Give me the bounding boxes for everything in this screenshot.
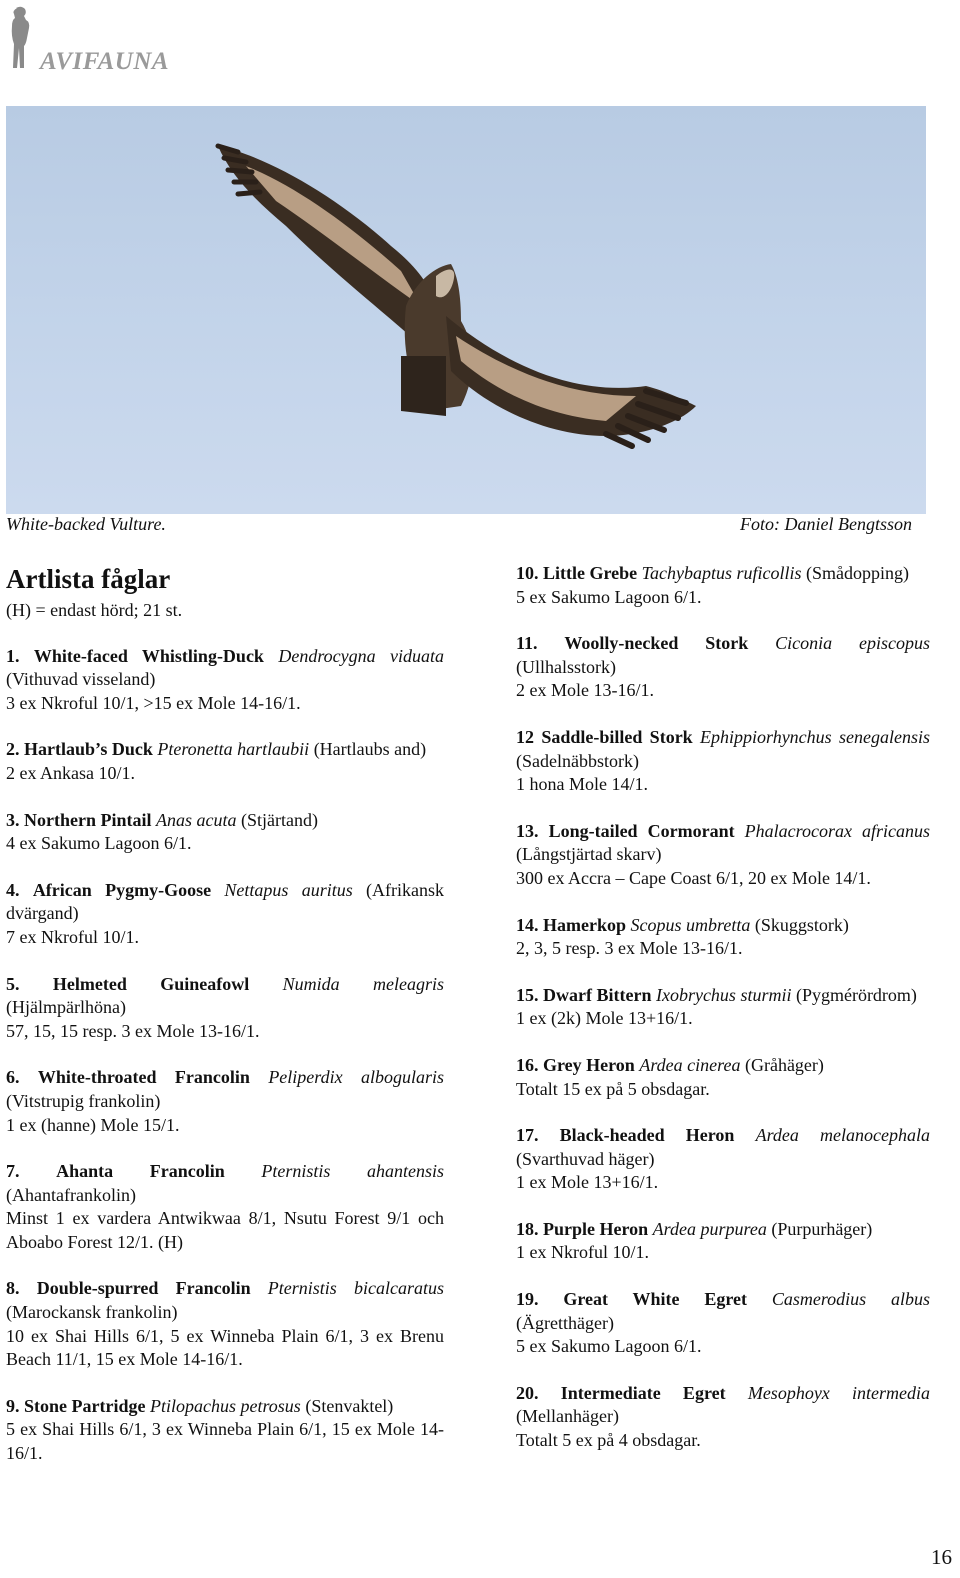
species-name: Saddle-billed Stork <box>541 726 693 747</box>
species-local: (Skuggstork) <box>754 914 849 935</box>
species-latin: Nettapus auritus <box>224 879 353 900</box>
list-item <box>6 973 444 1044</box>
page-number: 16 <box>931 1545 952 1569</box>
list-item <box>516 1218 930 1265</box>
species-local: (Svarthuvad häger) <box>516 1148 655 1169</box>
list-item <box>516 726 930 797</box>
species-obs: 1 ex Mole 13+16/1. <box>516 1172 659 1193</box>
species-obs: 4 ex Sakumo Lagoon 6/1. <box>6 833 192 854</box>
species-name: White-faced Whistling-Duck <box>33 645 264 666</box>
species-latin: Tachybaptus ruficollis <box>641 563 802 583</box>
species-number: 18. <box>516 1218 539 1239</box>
species-local: (Ullhalsstork) <box>516 656 616 677</box>
species-name: Dwarf Bittern <box>543 984 652 1005</box>
species-list-left <box>6 562 444 1489</box>
list-item <box>516 914 930 961</box>
species-number: 2. <box>6 739 20 760</box>
species-latin: Phalacrocorax africanus <box>744 820 931 841</box>
species-local: (Smådopping) <box>806 563 909 583</box>
species-number: 9. <box>6 1395 20 1416</box>
species-obs: 10 ex Shai Hills 6/1, 5 ex Winneba Plain 6/1, 3 ex Brenu Beach 11/1, 15 ex Mole 14-16/1. <box>6 1325 444 1370</box>
list-item <box>516 562 930 609</box>
species-latin: Anas acuta <box>156 809 237 830</box>
species-obs: 1 ex Nkroful 10/1. <box>516 1242 649 1263</box>
species-obs: 1 hona Mole 14/1. <box>516 774 648 795</box>
species-obs: Totalt 5 ex på 4 obsdagar. <box>516 1430 701 1451</box>
species-obs: 5 ex Sakumo Lagoon 6/1. <box>516 586 702 607</box>
species-list-right <box>516 562 930 1476</box>
species-local: (Purpurhäger) <box>771 1218 873 1239</box>
species-number: 1. <box>6 645 20 666</box>
species-obs: 5 ex Shai Hills 6/1, 3 ex Winneba Plain 6/1, 15 ex Mole 14-16/1. <box>6 1419 444 1464</box>
vulture-illustration <box>6 106 926 514</box>
species-number: 16. <box>516 1054 539 1075</box>
species-local: (Ägretthäger) <box>516 1312 614 1333</box>
species-number: 15. <box>516 984 539 1005</box>
species-name: Woolly-necked Stork <box>564 633 749 654</box>
species-obs: 57, 15, 15 resp. 3 ex Mole 13-16/1. <box>6 1020 260 1041</box>
species-number: 19. <box>516 1289 539 1310</box>
species-latin: Dendrocygna viduata <box>278 645 445 666</box>
list-item <box>516 820 930 891</box>
species-number: 7. <box>6 1161 20 1182</box>
species-local: (Mellanhäger) <box>516 1406 619 1427</box>
species-local: (Afrikansk dvärgand) <box>6 879 445 924</box>
avifauna-logo <box>6 4 206 74</box>
species-local: (Vitstrupig frankolin) <box>6 1090 161 1111</box>
species-latin: Ptilopachus petrosus <box>149 1395 301 1416</box>
species-name: Helmeted Guineafowl <box>52 973 250 994</box>
species-number: 13. <box>516 820 539 841</box>
species-name: Long-tailed Cormorant <box>548 820 735 841</box>
species-name: Great White Egret <box>563 1289 747 1310</box>
species-local: (Stjärtand) <box>241 809 318 830</box>
species-local: (Hartlaubs and) <box>313 739 427 760</box>
logo-text: AVIFAUNA <box>40 48 170 75</box>
species-name: Black-headed Heron <box>559 1125 735 1146</box>
species-number: 5. <box>6 973 20 994</box>
species-obs: 3 ex Nkroful 10/1, >15 ex Mole 14-16/1. <box>6 692 301 713</box>
species-number: 12 <box>516 726 534 747</box>
species-number: 6. <box>6 1067 20 1088</box>
species-number: 4. <box>6 879 20 900</box>
species-latin: Pternistis bicalcaratus <box>267 1278 444 1299</box>
birdwatcher-icon <box>6 4 36 74</box>
species-latin: Ephippiorhynchus senegalensis <box>700 726 930 747</box>
list-item <box>516 632 930 703</box>
species-obs: 1 ex (2k) Mole 13+16/1. <box>516 1008 693 1029</box>
species-name: Northern Pintail <box>24 809 152 830</box>
species-obs: 5 ex Sakumo Lagoon 6/1. <box>516 1336 702 1357</box>
species-name: Stone Partridge <box>24 1395 146 1416</box>
species-latin: Scopus umbretta <box>630 914 751 935</box>
species-obs: 2 ex Mole 13-16/1. <box>516 680 654 701</box>
list-item <box>6 809 444 856</box>
species-name: Hamerkop <box>543 914 626 935</box>
species-number: 20. <box>516 1382 539 1403</box>
list-item <box>6 1277 444 1371</box>
species-local: (Sadelnäbbstork) <box>516 750 639 771</box>
species-latin: Peliperdix albogularis <box>268 1067 445 1088</box>
species-latin: Ardea purpurea <box>652 1218 767 1239</box>
list-item <box>516 1124 930 1195</box>
species-name: White-throated Francolin <box>37 1067 250 1088</box>
species-name: Hartlaub’s Duck <box>24 739 153 760</box>
species-obs: 1 ex (hanne) Mole 15/1. <box>6 1114 180 1135</box>
vulture-photo <box>6 106 926 514</box>
species-name: Little Grebe <box>543 563 638 583</box>
species-number: 17. <box>516 1125 539 1146</box>
list-item <box>6 879 444 950</box>
species-local: (Långstjärtad skarv) <box>516 844 662 865</box>
species-number: 8. <box>6 1278 20 1299</box>
species-latin: Mesophoyx intermedia <box>747 1382 931 1403</box>
species-local: (Vithuvad visseland) <box>6 669 156 690</box>
species-number: 14. <box>516 914 539 935</box>
species-name: Ahanta Francolin <box>56 1161 225 1182</box>
species-name: Double-spurred Francolin <box>36 1278 251 1299</box>
species-obs: 7 ex Nkroful 10/1. <box>6 926 139 947</box>
species-local: (Hjälmpärlhöna) <box>6 997 126 1018</box>
list-item <box>516 1054 930 1101</box>
species-latin: Ardea cinerea <box>639 1054 741 1075</box>
species-number: 10. <box>516 563 539 583</box>
species-obs: 300 ex Accra – Cape Coast 6/1, 20 ex Mole 14/1. <box>516 867 871 888</box>
species-obs: 2, 3, 5 resp. 3 ex Mole 13-16/1. <box>516 938 743 959</box>
species-number: 11. <box>516 633 538 654</box>
list-item <box>6 1066 444 1137</box>
species-latin: Ardea melanocephala <box>755 1125 931 1146</box>
list-item <box>6 738 444 785</box>
species-name: Grey Heron <box>543 1054 635 1075</box>
species-latin: Casmerodius albus <box>771 1289 931 1310</box>
species-name: Purple Heron <box>543 1218 649 1239</box>
species-obs: 2 ex Ankasa 10/1. <box>6 762 135 783</box>
page-subtitle: (H) = endast hörd; 21 st. <box>6 600 183 620</box>
species-name: Intermediate Egret <box>560 1382 726 1403</box>
species-latin: Ixobrychus sturmii <box>655 984 792 1005</box>
species-obs: Minst 1 ex vardera Antwikwaa 8/1, Nsutu Forest 9/1 och Aboabo Forest 12/1. (H) <box>6 1208 444 1252</box>
species-latin: Ciconia episcopus <box>775 633 930 654</box>
photo-caption: White-backed Vulture. <box>6 514 166 534</box>
list-item <box>516 984 930 1031</box>
page-title: Artlista fåglar <box>6 564 171 594</box>
list-item <box>516 1288 930 1359</box>
species-obs: Totalt 15 ex på 5 obsdagar. <box>516 1078 710 1099</box>
species-number: 3. <box>6 809 20 830</box>
species-latin: Pternistis ahantensis <box>261 1161 445 1182</box>
species-local: (Gråhäger) <box>744 1054 824 1075</box>
species-local: (Stenvaktel) <box>305 1395 394 1416</box>
species-latin: Numida meleagris <box>282 973 445 994</box>
list-item <box>6 1160 444 1254</box>
photo-credit: Foto: Daniel Bengtsson <box>740 514 912 534</box>
species-local: (Ahantafrankolin) <box>6 1184 136 1205</box>
species-name: African Pygmy-Goose <box>32 879 212 900</box>
species-latin: Pteronetta hartlaubii <box>157 739 310 760</box>
species-local: (Pygmérördrom) <box>795 984 917 1005</box>
list-item <box>516 1382 930 1453</box>
species-local: (Marockansk frankolin) <box>6 1302 178 1323</box>
list-item <box>6 645 444 716</box>
list-item <box>6 1395 444 1466</box>
